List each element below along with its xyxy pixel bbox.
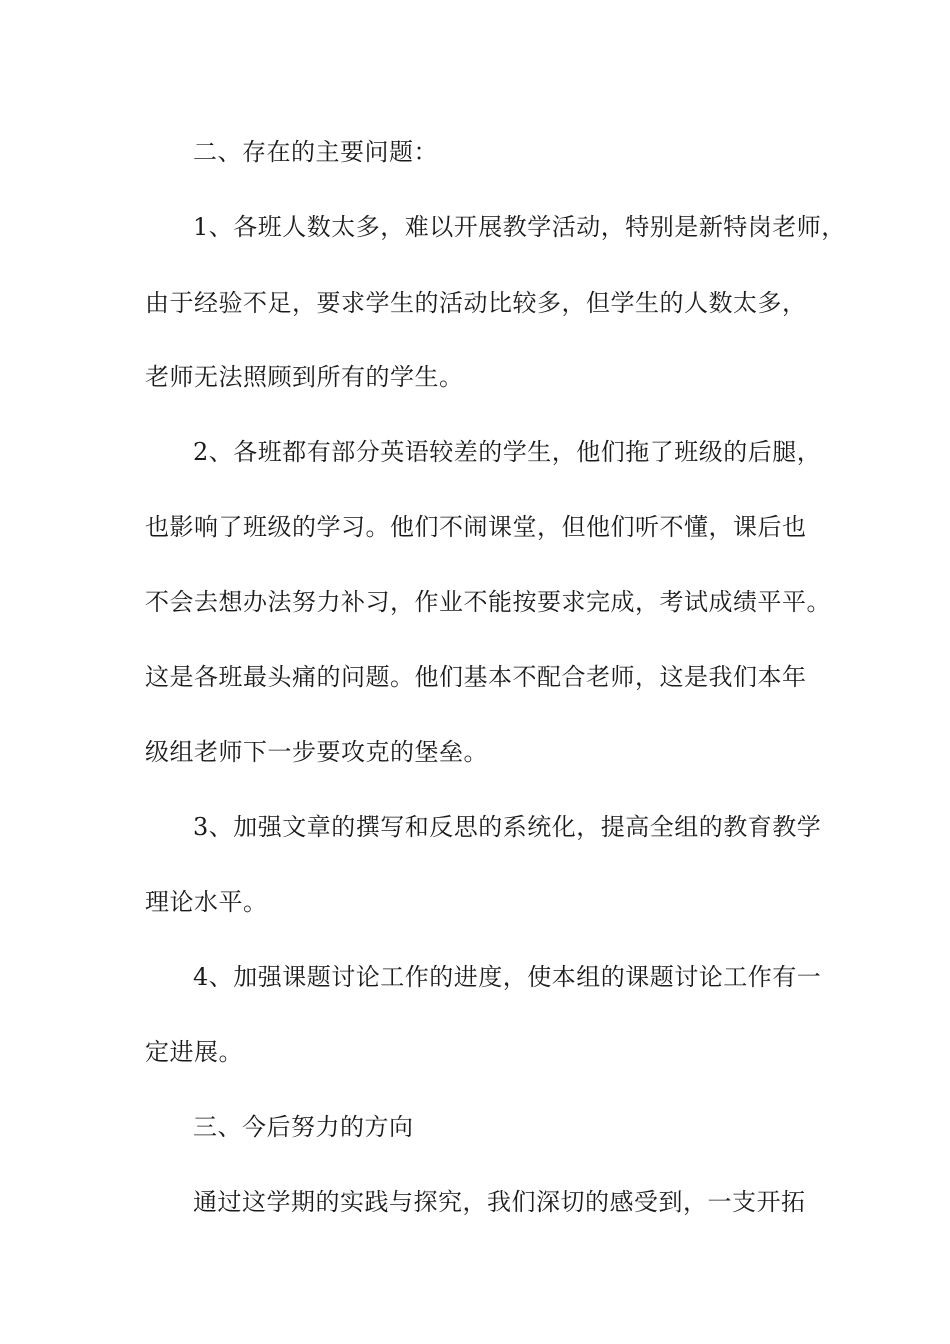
section-heading-problems: 二、存在的主要问题： (193, 138, 438, 166)
paragraph-line: 4、加强课题讨论工作的进度，使本组的课题讨论工作有一 (193, 963, 822, 991)
paragraph-line: 定进展。 (145, 1038, 243, 1066)
paragraph-line: 3、加强文章的撰写和反思的系统化，提高全组的教育教学 (193, 813, 822, 841)
paragraph-line: 老师无法照顾到所有的学生。 (145, 363, 464, 391)
paragraph-line: 2、各班都有部分英语较差的学生，他们拖了班级的后腿， (193, 438, 822, 466)
paragraph-line: 级组老师下一步要攻克的堡垒。 (145, 738, 488, 766)
section-heading-direction: 三、今后努力的方向 (193, 1113, 414, 1141)
paragraph-line: 不会去想办法努力补习，作业不能按要求完成，考试成绩平平。 (145, 588, 831, 616)
paragraph-line: 这是各班最头痛的问题。他们基本不配合老师，这是我们本年 (145, 663, 807, 691)
paragraph-line: 也影响了班级的学习。他们不闹课堂，但他们听不懂，课后也 (145, 513, 807, 541)
paragraph-line: 由于经验不足，要求学生的活动比较多，但学生的人数太多， (145, 289, 807, 317)
paragraph-line: 理论水平。 (145, 888, 268, 916)
paragraph-line: 1、各班人数太多，难以开展教学活动，特别是新特岗老师， (193, 213, 846, 241)
paragraph-line: 通过这学期的实践与探究，我们深切的感受到，一支开拓 (193, 1188, 806, 1216)
